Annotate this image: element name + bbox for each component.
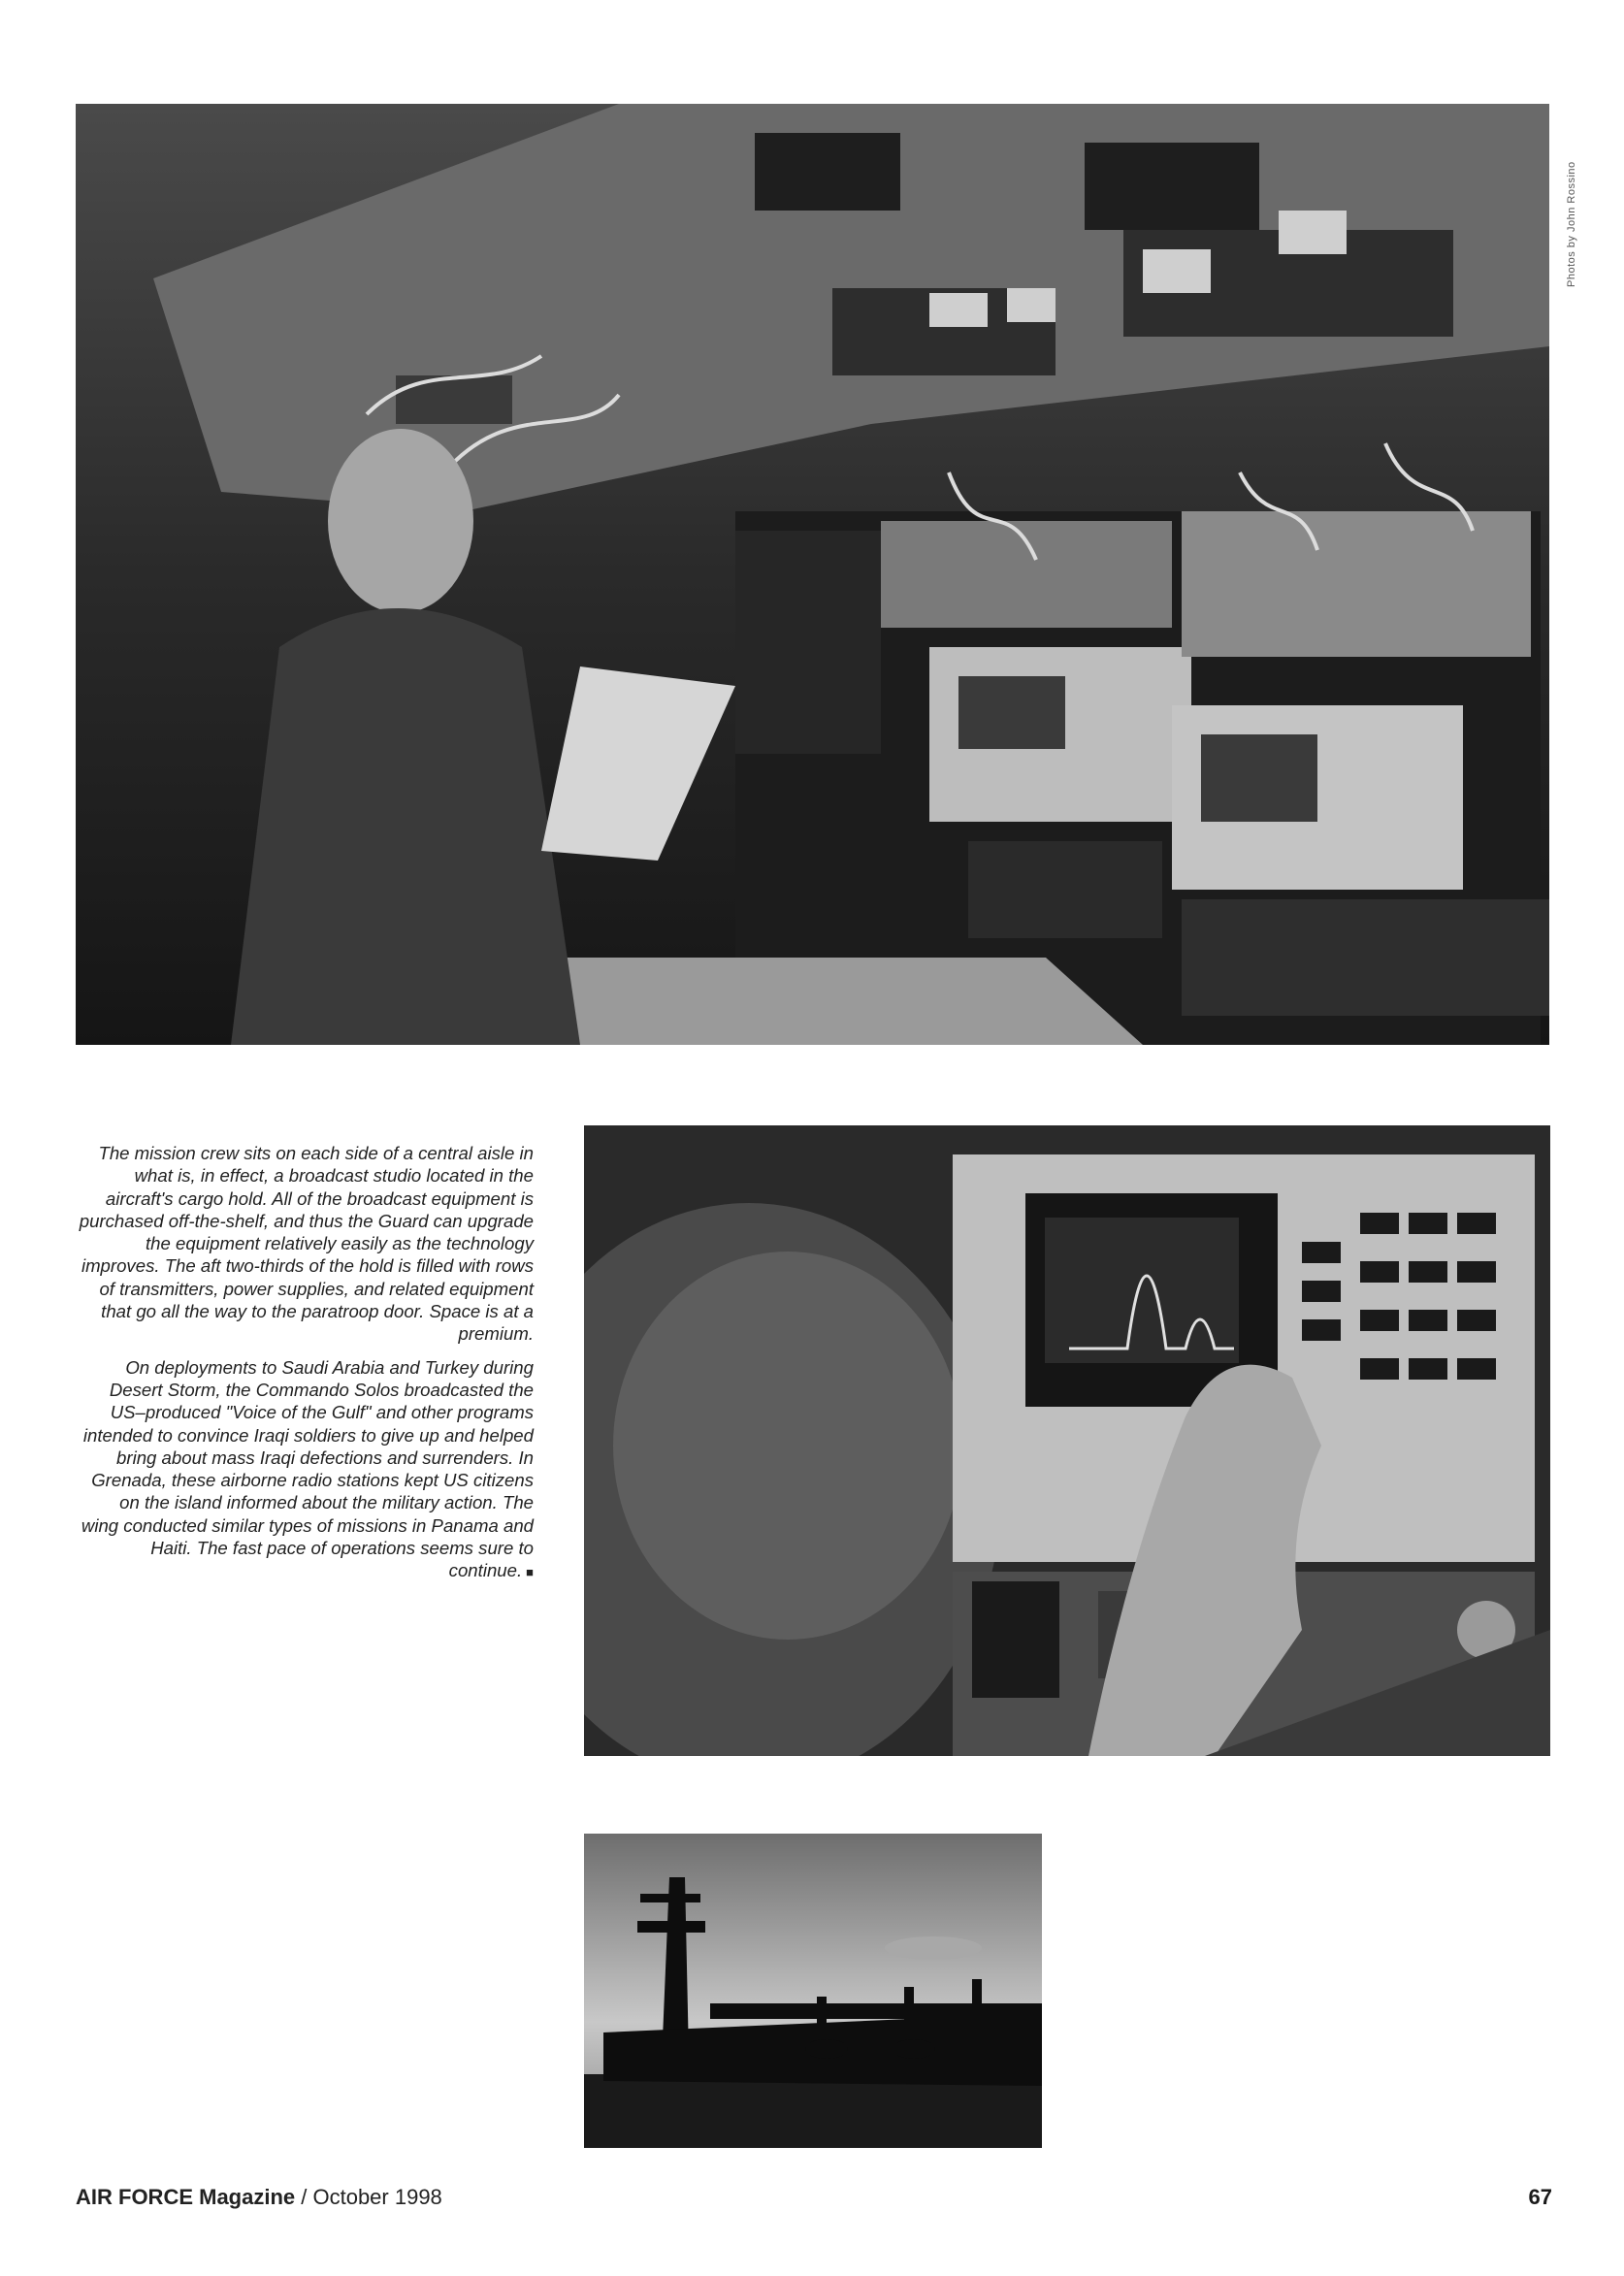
footer-separator: / xyxy=(295,2185,313,2209)
page-number: 67 xyxy=(1528,2185,1552,2209)
footer xyxy=(76,2185,442,2210)
photo-spectrum-analyzer xyxy=(584,1125,1550,1756)
caption xyxy=(78,1142,534,1595)
end-mark: ■ xyxy=(526,1565,534,1580)
caption-paragraph-1: The mission crew sits on each side of a central aisle in what is, in effect, a broadcast studio located in the aircraft's cargo hold. All of the broadcast equipment is purchased off-the-shelf, and thus the Guard can upgrade the equipment relatively easily as the technology improves. The aft two-thirds of the hold is filled with rows of transmitters, power supplies, and related equipment that go all the way to the paratroop door. Space is at a premium. xyxy=(79,1143,534,1345)
issue-date: October 1998 xyxy=(312,2185,442,2209)
publication-name: AIR FORCE Magazine xyxy=(76,2185,296,2209)
caption-paragraph-2: On deployments to Saudi Arabia and Turkey during Desert Storm, the Commando Solos broadcasted the US–produced "Voice of the Gulf" and other programs intended to convince Iraqi soldiers to give up and helped bring about mass Iraqi defections and surrenders. In Grenada, these airborne radio stations kept US citizens on the island informed about the military action. The wing conducted similar types of missions in Panama and Haiti. The fast pace of operations seems sure to continue. ■ xyxy=(81,1356,534,1581)
photo-aircraft-silhouette xyxy=(584,1834,1042,2148)
photo-credit: Photos by John Rossino xyxy=(1566,161,1577,287)
photo-crew-at-equipment xyxy=(76,104,1549,1045)
